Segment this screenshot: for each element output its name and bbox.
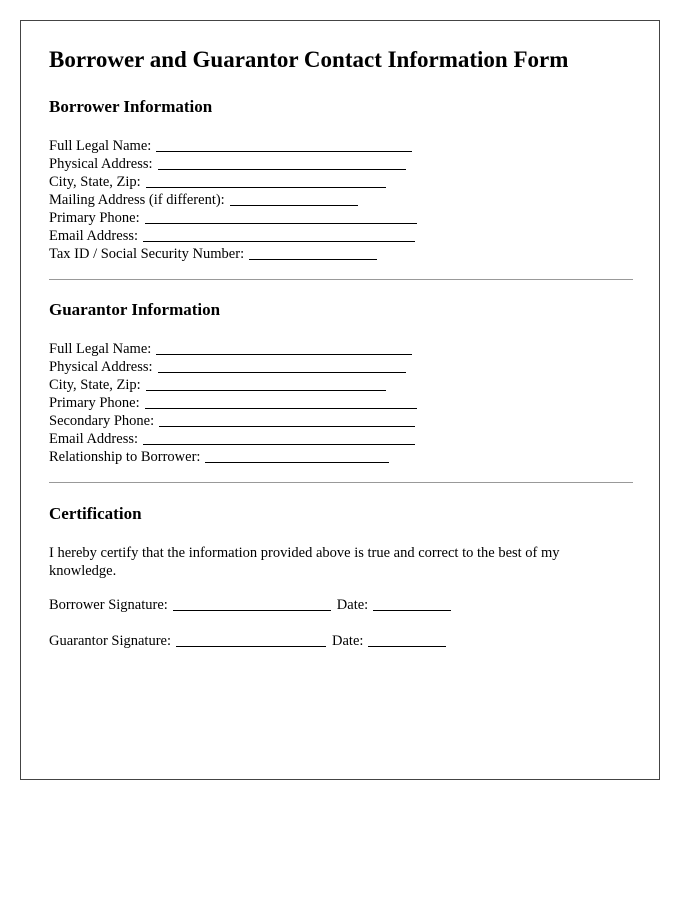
guarantor-email-row [49, 430, 417, 448]
field-label: Full Legal Name: [49, 138, 152, 154]
borrower-city-state-zip-blank[interactable] [146, 187, 386, 188]
borrower-physical-address-blank[interactable] [158, 169, 406, 170]
field-label: Email Address: [49, 228, 139, 244]
guarantor-secondary-phone-row [49, 412, 417, 430]
guarantor-secondary-phone-blank[interactable] [159, 426, 415, 427]
borrower-signature-blank[interactable] [173, 610, 331, 611]
borrower-tax-id-row [49, 245, 417, 263]
guarantor-email-blank[interactable] [143, 444, 415, 445]
borrower-section-heading: Borrower Information [49, 97, 213, 116]
guarantor-full-name-blank[interactable] [156, 354, 412, 355]
field-label: Physical Address: [49, 156, 153, 172]
field-label: City, State, Zip: [49, 377, 141, 393]
date-label: Date: [332, 633, 364, 649]
field-label: Relationship to Borrower: [49, 449, 201, 465]
borrower-date-blank[interactable] [373, 610, 451, 611]
field-label: City, State, Zip: [49, 174, 141, 190]
borrower-email-blank[interactable] [143, 241, 415, 242]
guarantor-relationship-blank[interactable] [205, 462, 389, 463]
guarantor-city-state-zip-row [49, 376, 417, 394]
field-label: Physical Address: [49, 359, 153, 375]
guarantor-full-name-row [49, 340, 417, 358]
borrower-city-state-zip-row [49, 173, 417, 191]
guarantor-primary-phone-blank[interactable] [145, 408, 417, 409]
guarantor-relationship-row [49, 448, 417, 466]
guarantor-date-blank[interactable] [368, 646, 446, 647]
field-label: Full Legal Name: [49, 341, 152, 357]
guarantor-signature-row [49, 632, 446, 650]
field-label: Tax ID / Social Security Number: [49, 246, 245, 262]
guarantor-field-list [49, 340, 417, 466]
borrower-primary-phone-blank[interactable] [145, 223, 417, 224]
borrower-mailing-address-blank[interactable] [230, 205, 358, 206]
guarantor-physical-address-row [49, 358, 417, 376]
form-title: Borrower and Guarantor Contact Information Form [49, 47, 569, 72]
guarantor-city-state-zip-blank[interactable] [146, 390, 386, 391]
borrower-full-name-row [49, 137, 417, 155]
field-label: Email Address: [49, 431, 139, 447]
borrower-signature-row [49, 596, 451, 614]
borrower-field-list [49, 137, 417, 263]
date-label: Date: [336, 597, 369, 613]
guarantor-signature-blank[interactable] [176, 646, 326, 647]
borrower-signature-label: Borrower Signature: [49, 597, 168, 613]
guarantor-primary-phone-row [49, 394, 417, 412]
guarantor-section-heading: Guarantor Information [49, 300, 221, 319]
field-label: Primary Phone: [49, 210, 140, 226]
borrower-full-name-blank[interactable] [156, 151, 412, 152]
section-divider [49, 482, 633, 483]
field-label: Primary Phone: [49, 395, 140, 411]
borrower-tax-id-blank[interactable] [249, 259, 377, 260]
form-page [20, 20, 660, 780]
certification-section-heading: Certification [49, 504, 142, 523]
certification-statement: I hereby certify that the information provided above is true and correct to the best of my knowledge. [49, 545, 560, 579]
guarantor-signature-label: Guarantor Signature: [49, 633, 172, 649]
borrower-physical-address-row [49, 155, 417, 173]
field-label: Secondary Phone: [49, 413, 155, 429]
section-divider [49, 279, 633, 280]
borrower-primary-phone-row [49, 209, 417, 227]
guarantor-physical-address-blank[interactable] [158, 372, 406, 373]
field-label: Mailing Address (if different): [49, 192, 225, 208]
borrower-mailing-address-row [49, 191, 417, 209]
borrower-email-row [49, 227, 417, 245]
